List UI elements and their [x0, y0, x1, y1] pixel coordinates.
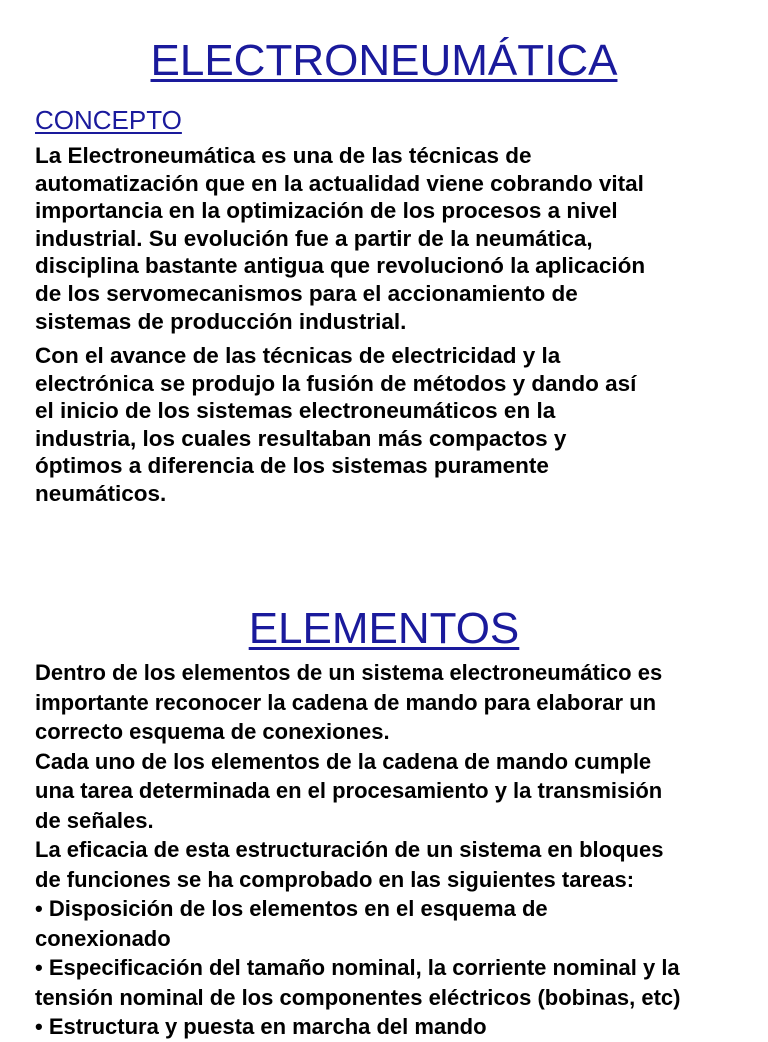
concept-paragraph-2: [35, 342, 765, 508]
text-line: importante reconocer la cadena de mando para elaborar un: [35, 689, 657, 715]
text-line: conexionado: [35, 925, 171, 951]
text-line: electrónica se produjo la fusión de métodos y dando así: [35, 370, 637, 396]
text-line: óptimos a diferencia de los sistemas puramente: [35, 453, 549, 479]
text-line: neumáticos.: [35, 480, 167, 506]
text-line: automatización que en la actualidad viene cobrando vital: [35, 170, 644, 196]
text-line: Cada uno de los elementos de la cadena de mando cumple: [35, 748, 652, 774]
text-line: industrial. Su evolución fue a partir de la neumática,: [35, 225, 593, 251]
text-line: una tarea determinada en el procesamiento y la transmisión: [35, 778, 663, 803]
text-line: La eficacia de esta estructuración de un sistema en bloques: [35, 837, 664, 862]
text-line: de los servomecanismos para el accionamiento de: [35, 280, 578, 306]
concept-paragraph-1: [35, 142, 765, 335]
bullet-item: • Disposición de los elementos en el esquema de: [35, 896, 548, 921]
text-line: de señales.: [35, 807, 154, 833]
bullet-item: • Especificación del tamaño nominal, la corriente nominal y la: [35, 955, 680, 980]
text-line: Con el avance de las técnicas de electricidad y la: [35, 343, 561, 368]
elements-body: [35, 658, 768, 1042]
bullet-item: • Estructura y puesta en marcha del mando: [35, 1014, 487, 1039]
text-line: disciplina bastante antigua que revolucionó la aplicación: [35, 253, 646, 279]
text-line: La Electroneumática es una de las técnicas de: [35, 143, 532, 168]
text-line: correcto esquema de conexiones.: [35, 719, 390, 744]
text-line: importancia en la optimización de los procesos a nivel: [35, 198, 618, 224]
elements-heading: ELEMENTOS: [248, 604, 520, 653]
text-line: industria, los cuales resultaban más compactos y: [35, 425, 567, 451]
text-line: de funciones se ha comprobado en las siguientes tareas:: [35, 866, 635, 892]
text-line: Dentro de los elementos de un sistema electroneumático es: [35, 660, 663, 685]
text-line: el inicio de los sistemas electroneumáticos en la: [35, 398, 556, 424]
page-title: ELECTRONEUMÁTICA: [150, 36, 618, 85]
concept-heading: CONCEPTO: [35, 105, 182, 135]
text-line: tensión nominal de los componentes eléctricos (bobinas, etc): [35, 984, 681, 1010]
text-line: sistemas de producción industrial.: [35, 308, 407, 334]
